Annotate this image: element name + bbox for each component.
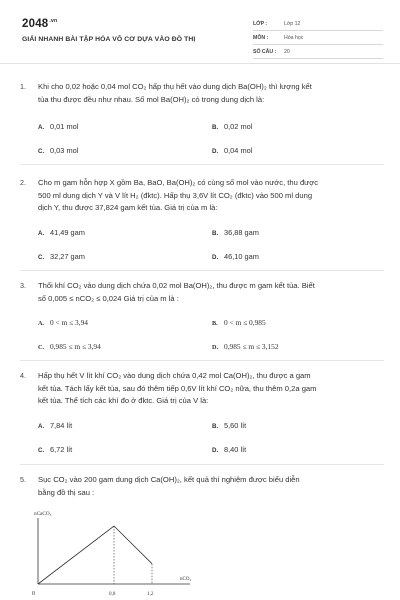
option-d[interactable]: D. 8,40 lít (212, 445, 247, 454)
question-divider (20, 270, 384, 271)
option-d[interactable]: D. 0,985 ≤ m ≤ 3,152 (212, 342, 279, 351)
series-line (38, 526, 152, 584)
option-b[interactable]: B. 36,88 gam (212, 228, 259, 237)
question-number: 5. (20, 475, 26, 484)
option-c[interactable]: C. 0,03 mol (38, 146, 79, 155)
option-c[interactable]: C. 0,985 ≤ m ≤ 3,94 (38, 342, 101, 351)
option-c[interactable]: C. 6,72 lít (38, 445, 73, 454)
option-a[interactable]: A. 0 < m ≤ 3,94 (38, 318, 88, 327)
origin-label: 0 (32, 591, 35, 597)
meta-subject: MÔN : Hóa học (253, 31, 383, 45)
question-text: Khi cho 0,02 hoặc 0,04 mol CO₂ hấp thụ hết vào dung dịch Ba(OH)₂ thì lượng kết tủa thu được đều như nhau. Số mol Ba(OH)₂ có trong dung dịch là: (38, 82, 312, 104)
option-a[interactable]: A. 41,49 gam (38, 228, 85, 237)
question-number: 3. (20, 281, 26, 290)
option-b[interactable]: B. 0 < m ≤ 0,985 (212, 318, 266, 327)
x-tick-label: 0,8 (109, 591, 116, 597)
meta-class: LỚP : Lớp 12 (253, 17, 383, 31)
x-tick-label: 1,2 (147, 591, 154, 597)
question-number: 4. (20, 371, 26, 380)
y-axis-label: nCaCO₃ (34, 511, 52, 517)
question-divider (20, 464, 384, 465)
question-text: Thổi khí CO₂ vào dung dịch chứa 0,02 mol Ba(OH)₂, thu được m gam kết tủa. Biết số 0,005 ≤ nCO₂ ≤ 0,024 Giá trị của m là : (38, 281, 315, 303)
x-axis-label: nCO₂ (180, 577, 192, 582)
option-c[interactable]: C. 32,27 gam (38, 252, 85, 261)
option-a[interactable]: A. 0,01 mol (38, 122, 79, 131)
precipitate-chart (20, 504, 220, 600)
option-d[interactable]: D. 0,04 mol (212, 146, 253, 155)
site-logo[interactable]: $2048^{.vn}$ (22, 18, 58, 30)
question-divider (20, 360, 384, 361)
option-b[interactable]: B. 5,60 lít (212, 421, 247, 430)
header-divider (0, 63, 400, 64)
question-divider (20, 164, 384, 165)
question-text: Sục CO₂ vào 200 gam dung dịch Ca(OH)₂, kết quả thí nghiệm được biểu diễn bằng đồ thị sau : (38, 475, 300, 497)
question-text: Hấp thụ hết V lít khí CO₂ vào dung dịch chứa 0,42 mol Ca(OH)₂, thu được a gam kết tủa. Tách lấy kết tủa, sau đó thêm tiếp 0,6V lít khí CO₂ nữa, thu thêm 0,2a gam kết tủa. Thể tích các khí đo ở đktc. Giá trị của V là: (38, 371, 317, 406)
question-number: 1. (20, 82, 26, 91)
option-d[interactable]: D. 46,10 gam (212, 252, 259, 261)
meta-question-count: SỐ CÂU : 20 (253, 45, 383, 59)
document-title: GIẢI NHANH BÀI TẬP HÓA VÔ CƠ DỰA VÀO ĐỒ THỊ (22, 36, 196, 43)
option-b[interactable]: B. 0,02 mol (212, 122, 253, 131)
question-number: 2. (20, 178, 26, 187)
document-header (0, 0, 400, 62)
document-meta (253, 17, 383, 59)
question-text: Cho m gam hỗn hợp X gồm Ba, BaO, Ba(OH)₂ có cùng số mol vào nước, thu được 500 ml dung dịch Y và V lít H₂ (đktc). Hấp thụ 3,6V lít CO₂ (đktc) vào 500 ml dung dịch Y, thu được 37,824 gam kết tủa. Giá trị của m là: (38, 178, 319, 213)
option-a[interactable]: A. 7,84 lít (38, 421, 73, 430)
